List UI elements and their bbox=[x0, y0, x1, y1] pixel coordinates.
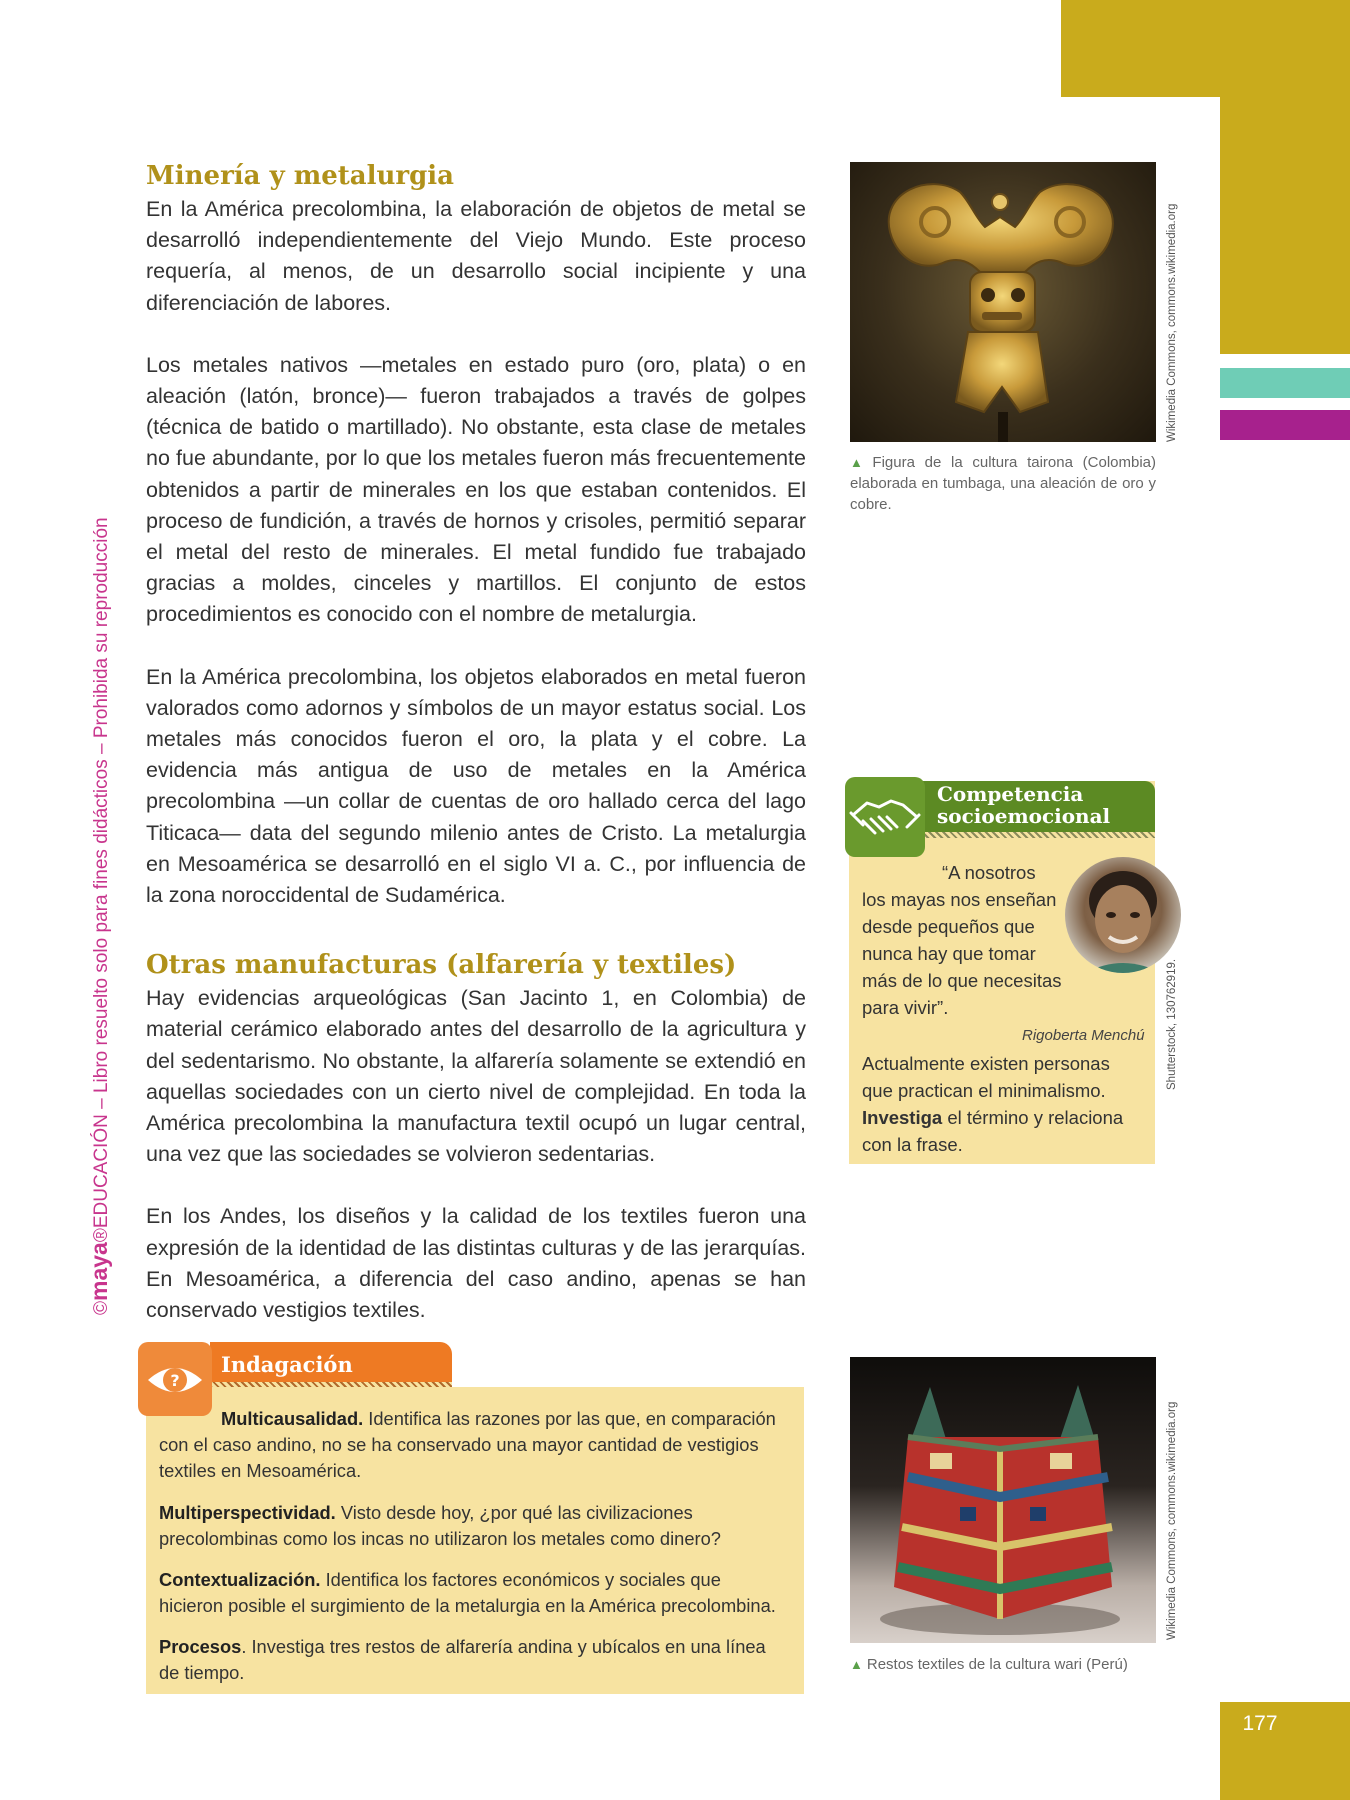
competencia-title-line2: socioemocional bbox=[937, 804, 1111, 828]
quote-line-1: “A nosotros bbox=[942, 862, 1036, 883]
quote-author: Rigoberta Menchú bbox=[1022, 1027, 1145, 1044]
quote-line-4: nunca hay que tomar bbox=[862, 943, 1036, 964]
indagacion-item-3 bbox=[159, 1567, 787, 1619]
paragraph-mineria-1: En la América precolombina, la elaboración de objetos de metal se desarrolló independientemente del Viejo Mundo. Este proceso requería, al menos, de un desarrollo social incipiente y una diferenciación de labores. bbox=[146, 197, 806, 315]
indagacion-item-2-label: Multiperspectividad. bbox=[159, 1502, 336, 1523]
activity-line-4: con la frase. bbox=[862, 1134, 963, 1155]
indagacion-item-2-text: Visto desde hoy, ¿por qué las civilizaciones precolombinas como los incas no utilizaron los metales como dinero? bbox=[159, 1502, 721, 1549]
indagacion-item-4-label: Procesos bbox=[159, 1636, 242, 1657]
photo-credit-wari: Wikimedia Commons, commons.wikimedia.org bbox=[1166, 1401, 1178, 1640]
copyright-symbol: © bbox=[91, 1301, 112, 1315]
indagacion-title: Indagación bbox=[221, 1352, 353, 1377]
copyright-text: EDUCACIÓN – Libro resuelto solo para fines didácticos – Prohibida su reproducción bbox=[91, 517, 112, 1229]
activity-action-rest: el término y relaciona bbox=[942, 1107, 1124, 1128]
caption-wari-text: Restos textiles de la cultura wari (Perú) bbox=[866, 1656, 1128, 1673]
page-number: 177 bbox=[1242, 1712, 1278, 1735]
decorative-gold-block-top bbox=[1061, 0, 1350, 97]
indagacion-item-3-text: Identifica los factores económicos y sociales que hicieron posible el surgimiento de la metalurgia en la América precolombina. bbox=[159, 1569, 776, 1616]
caption-triangle-icon: ▲ bbox=[850, 1657, 863, 1672]
brand-logo-text: maya bbox=[86, 1242, 112, 1301]
decorative-magenta-stripe bbox=[1220, 410, 1350, 440]
side-copyright bbox=[86, 517, 113, 1315]
quote-line-5: más de lo que necesitas bbox=[862, 970, 1062, 991]
quote-line-2: los mayas nos enseñan bbox=[862, 889, 1057, 910]
decorative-gold-block-side bbox=[1220, 97, 1350, 354]
paragraph-mineria-2: Los metales nativos —metales en estado puro (oro, plata) o en aleación (latón, bronce)— fueron trabajados a través de golpes (técnica de batido o martillado). No obstante, esta clase de metales no fue abundante, por lo que los metales fueron más frecuentemente obtenidos a partir de minerales en los que estaban contenidos. El proceso de fundición, a través de hornos y crisoles, permitió separar el metal del resto de minerales. El metal fundido fue trabajado gracias a moldes, cinceles y martillos. El conjunto de estos procedimientos es conocido con el nombre de metalurgia. bbox=[146, 352, 806, 627]
indagacion-item-1-text: Identifica las razones por las que, en comparación con el caso andino, no se ha conservado una mayor cantidad de vestigios textiles en Mesoamérica. bbox=[159, 1408, 776, 1481]
handshake-icon bbox=[845, 777, 925, 857]
tairona-figure-illustration bbox=[850, 162, 1156, 442]
quote-line-3: desde pequeños que bbox=[862, 916, 1035, 937]
eye-question-icon bbox=[138, 1342, 212, 1416]
competencia-quote bbox=[862, 859, 1072, 1021]
wari-textile-illustration bbox=[850, 1357, 1156, 1643]
paragraph-manufacturas-2: En los Andes, los diseños y la calidad de los textiles fueron una expresión de la identidad de las distintas culturas y de las jerarquías. En Mesoamérica, a diferencia del caso andino, apenas se han conservado vestigios textiles. bbox=[146, 1204, 806, 1323]
caption-triangle-icon: ▲ bbox=[850, 455, 869, 470]
competencia-title-line1: Competencia bbox=[937, 782, 1084, 806]
caption-wari bbox=[850, 1654, 1156, 1675]
competencia-activity bbox=[862, 1050, 1152, 1158]
decorative-teal-stripe bbox=[1220, 368, 1350, 398]
indagacion-tab-stripe bbox=[210, 1382, 452, 1387]
photo-credit-tairona: Wikimedia Commons, commons.wikimedia.org bbox=[1166, 203, 1178, 442]
caption-tairona-text: Figura de la cultura tairona (Colombia) elaborada en tumbaga, una aleación de oro y cobre. bbox=[850, 454, 1157, 513]
activity-line-1: Actualmente existen personas bbox=[862, 1053, 1110, 1074]
section-title-mineria: Minería y metalurgia bbox=[146, 161, 455, 191]
svg-text:?: ? bbox=[170, 1371, 180, 1390]
portrait-rigoberta-menchu bbox=[1065, 857, 1181, 973]
activity-line-2: que practican el minimalismo. bbox=[862, 1080, 1106, 1101]
caption-tairona bbox=[850, 452, 1156, 515]
indagacion-item-4-text: . Investiga tres restos de alfarería andina y ubícalos en una línea de tiempo. bbox=[159, 1636, 766, 1683]
activity-action-bold: Investiga bbox=[862, 1107, 943, 1128]
indagacion-item-3-label: Contextualización. bbox=[159, 1569, 321, 1590]
indagacion-item-1 bbox=[159, 1406, 787, 1484]
indagacion-item-4 bbox=[159, 1634, 787, 1686]
indagacion-item-2 bbox=[159, 1500, 787, 1552]
registered-symbol: ® bbox=[91, 1228, 112, 1243]
activity-line-3 bbox=[862, 1104, 1152, 1131]
paragraph-manufacturas-1: Hay evidencias arqueológicas (San Jacinto 1, en Colombia) de material cerámico elaborado antes del desarrollo de la agricultura y del sedentarismo. No obstante, la alfarería solamente se extendió en aquellas sociedades con un cierto nivel de complejidad. En toda la América precolombina la manufactura textil ocupó un lugar central, una vez que las sociedades se volvieron sedentarias. bbox=[146, 986, 806, 1167]
photo-tairona-figure bbox=[850, 162, 1156, 442]
portrait-credit: Shutterstock, 130762919. bbox=[1166, 958, 1178, 1090]
photo-wari-textile bbox=[850, 1357, 1156, 1643]
paragraph-mineria-3: En la América precolombina, los objetos elaborados en metal fueron valorados como adornos y símbolos de un mayor estatus social. Los metales más conocidos fueron el oro, la plata y el cobre. La evidencia más antigua de uso de metales en la América precolombina —un collar de cuentas de oro hallado cerca del lago Titicaca— data del segundo milenio antes de Cristo. La metalurgia en Mesoamérica se desarrolló en el siglo VI a. C., por influencia de la zona noroccidental de Sudamérica. bbox=[146, 664, 806, 908]
quote-line-6: para vivir”. bbox=[862, 997, 949, 1018]
section-title-manufacturas: Otras manufacturas (alfarería y textiles) bbox=[146, 950, 737, 981]
main-text-column bbox=[146, 158, 806, 1326]
indagacion-item-1-label: Multicausalidad. bbox=[221, 1408, 364, 1429]
competencia-title bbox=[937, 783, 1137, 827]
